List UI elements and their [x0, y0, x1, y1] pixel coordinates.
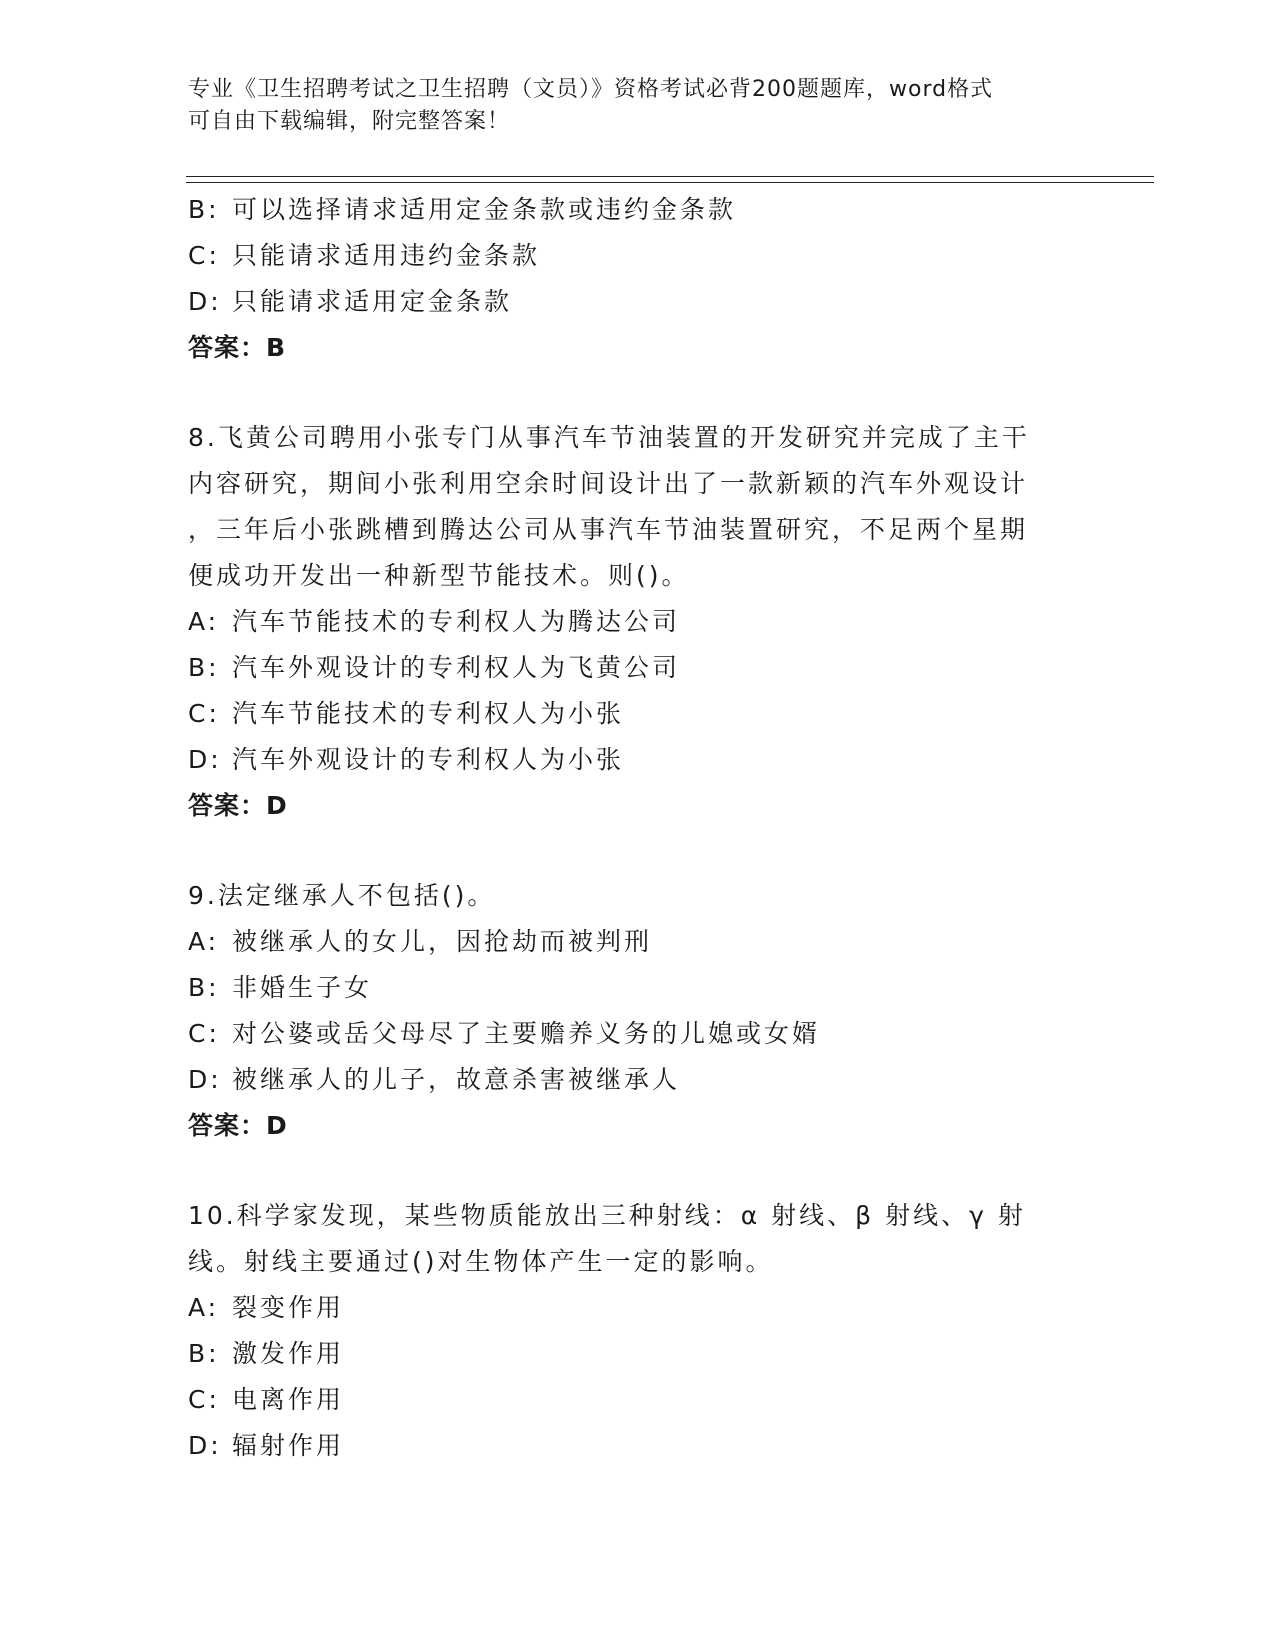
option-label: A: [188, 607, 220, 636]
option-text: 汽车节能技术的专利权人为小张 [232, 699, 625, 728]
header-line: 专业《卫生招聘考试之卫生招聘（文员）》资格考试必背200题题库，word格式 [188, 77, 994, 102]
option-text: 汽车节能技术的专利权人为腾达公司 [232, 607, 681, 636]
header-divider [186, 176, 1154, 177]
option-text: 只能请求适用定金条款 [232, 287, 513, 316]
answer-line: 答案：D [188, 791, 288, 820]
option-label: D: [188, 287, 222, 316]
option-text: 汽车外观设计的专利权人为飞黄公司 [232, 653, 681, 682]
question-stem: 10.科学家发现，某些物质能放出三种射线：α 射线、β 射线、γ 射 [188, 1201, 1026, 1230]
option-label: B: [188, 1339, 220, 1368]
option-text: 激发作用 [232, 1339, 345, 1368]
option-text: 电离作用 [232, 1385, 345, 1414]
question-stem: 8.飞黄公司聘用小张专门从事汽车节油装置的开发研究并完成了主干 [188, 423, 1030, 452]
question-stem: 9.法定继承人不包括()。 [188, 881, 496, 910]
option-item [188, 965, 1088, 1011]
option-label: C: [188, 1019, 220, 1048]
header-line: 可自由下载编辑，附完整答案！ [188, 109, 511, 134]
question-block [188, 187, 1088, 371]
option-label: A: [188, 927, 220, 956]
option-item [188, 1377, 1088, 1423]
option-text: 非婚生子女 [232, 973, 373, 1002]
option-label: B: [188, 195, 220, 224]
option-label: D: [188, 1065, 222, 1094]
option-item [188, 1423, 1088, 1469]
option-item [188, 599, 1088, 645]
option-item [188, 645, 1088, 691]
header-divider [186, 182, 1154, 183]
question-content [188, 187, 1088, 1469]
document-header [188, 74, 1088, 138]
question-stem: ，三年后小张跳槽到腾达公司从事汽车节油装置研究，不足两个星期 [188, 515, 1029, 544]
option-label: C: [188, 241, 220, 270]
option-text: 对公婆或岳父母尽了主要赡养义务的儿媳或女婿 [232, 1019, 821, 1048]
answer-line: 答案：B [188, 333, 287, 362]
option-text: 可以选择请求适用定金条款或违约金条款 [232, 195, 737, 224]
option-item [188, 187, 1088, 233]
option-item [188, 279, 1088, 325]
option-item [188, 233, 1088, 279]
option-label: D: [188, 745, 222, 774]
option-item [188, 1285, 1088, 1331]
question-block [188, 873, 1088, 1149]
option-item [188, 737, 1088, 783]
option-text: 只能请求适用违约金条款 [232, 241, 541, 270]
option-label: B: [188, 973, 220, 1002]
question-block [188, 1193, 1088, 1469]
question-stem: 内容研究，期间小张利用空余时间设计出了一款新颖的汽车外观设计 [188, 469, 1029, 498]
option-text: 裂变作用 [232, 1293, 345, 1322]
option-text: 被继承人的女儿，因抢劫而被判刑 [232, 927, 653, 956]
question-block [188, 415, 1088, 829]
option-label: C: [188, 699, 220, 728]
option-item [188, 1331, 1088, 1377]
option-item [188, 691, 1088, 737]
question-stem: 便成功开发出一种新型节能技术。则()。 [188, 561, 690, 590]
option-label: C: [188, 1385, 220, 1414]
answer-line: 答案：D [188, 1111, 288, 1140]
option-label: D: [188, 1431, 222, 1460]
option-text: 辐射作用 [232, 1431, 345, 1460]
option-item [188, 919, 1088, 965]
option-text: 汽车外观设计的专利权人为小张 [232, 745, 625, 774]
option-label: B: [188, 653, 220, 682]
option-label: A: [188, 1293, 220, 1322]
question-stem: 线。射线主要通过()对生物体产生一定的影响。 [188, 1247, 774, 1276]
option-item [188, 1011, 1088, 1057]
option-text: 被继承人的儿子，故意杀害被继承人 [232, 1065, 681, 1094]
option-item [188, 1057, 1088, 1103]
